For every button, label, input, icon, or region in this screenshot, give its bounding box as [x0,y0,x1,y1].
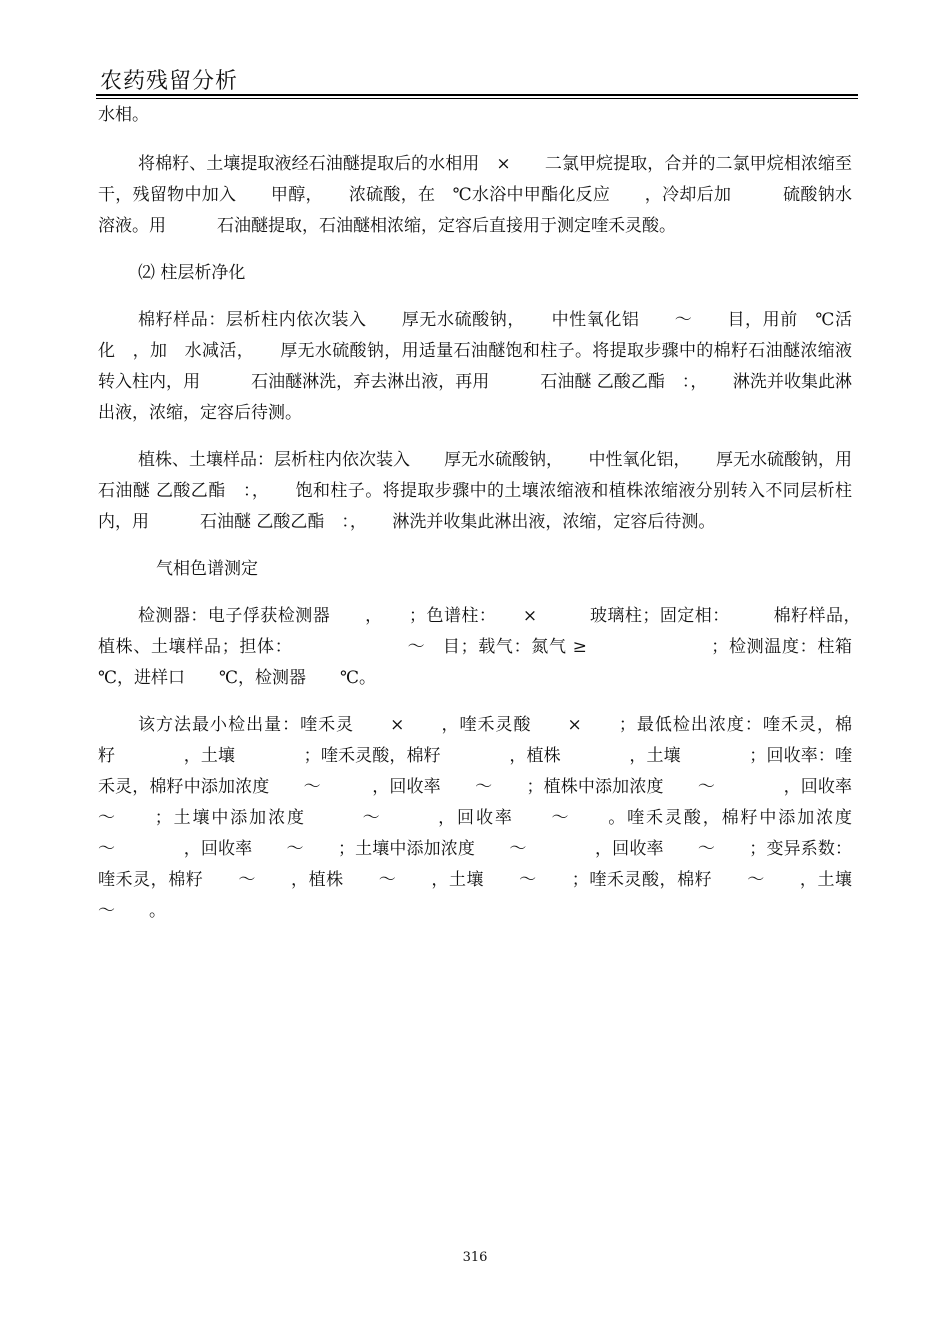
page-body [98,100,937,943]
paragraph-cottonseed-sample: 棉籽样品：层析柱内依次装入 厚无水硫酸钠， 中性氧化铝 ～ 目，用前 ℃活化 ，加 水减活， 厚无水硫酸钠，用适量石油醚饱和柱子。将提取步骤中的棉籽石油醚浓缩液转入柱内，用 石油醚淋洗，弃去淋出液，再用 石油醚 乙酸乙酯 ：， 淋洗并收集此淋出液，浓缩，定容后待测。 [98,310,852,423]
page-number: 316 [462,1250,488,1265]
paragraph-gc-conditions: 检测器：电子俘获检测器 ， ；色谱柱： × 玻璃柱；固定相： 棉籽样品， 植株、土壤样品；担体： ～ 目；载气：氮气 ≥ ；检测温度：柱箱 ℃，进样口 ℃，检测器 ℃。 [98,606,937,688]
running-header-title: 农药残留分析 [100,69,239,94]
section-heading-column-cleanup: ⑵ 柱层析净化 [138,263,246,283]
header-rule-thin [96,98,858,99]
paragraph-continuation: 水相。 [98,105,149,125]
paragraph-derivatization: 将棉籽、土壤提取液经石油醚提取后的水相用 × 二氯甲烷提取，合并的二氯甲烷相浓缩至干，残留物中加入 甲醇， 浓硫酸，在 ℃水浴中甲酯化反应 ，冷却后加 硫酸钠水溶液。用 石油醚提取，石油醚相浓缩，定容后直接用于测定喹禾灵酸。 [98,154,852,236]
header-rule [96,94,858,96]
paragraph-plant-soil-sample: 植株、土壤样品：层析柱内依次装入 厚无水硫酸钠， 中性氧化铝， 厚无水硫酸钠，用石油醚 乙酸乙酯 ：， 饱和柱子。将提取步骤中的土壤浓缩液和植株浓缩液分别转入不同层析柱内，用 石油醚 乙酸乙酯 ：， 淋洗并收集此淋出液，浓缩，定容后待测。 [98,450,852,532]
section-heading-gc: 气相色谱测定 [156,559,258,579]
paragraph-method-performance: 该方法最小检出量：喹禾灵 × ，喹禾灵酸 × ；最低检出浓度：喹禾灵，棉籽 ，土壤 ；喹禾灵酸，棉籽 ，植株 ，土壤 ；回收率：喹禾灵，棉籽中添加浓度 ～ ，回收率 ～ ；植株中添加浓度 ～ ，回收率 ～ ；土壤中添加浓度 ～ ，回收率 ～ 。喹禾灵酸，棉籽中添加浓度 ～ ，回收率 ～ ；土壤中添加浓度 ～ ，回收率 ～ ；变异系数：喹禾灵，棉籽 ～ ，植株 ～ ，土壤 ～ ；喹禾灵酸，棉籽 ～ ，土壤 ～ 。 [98,715,886,921]
